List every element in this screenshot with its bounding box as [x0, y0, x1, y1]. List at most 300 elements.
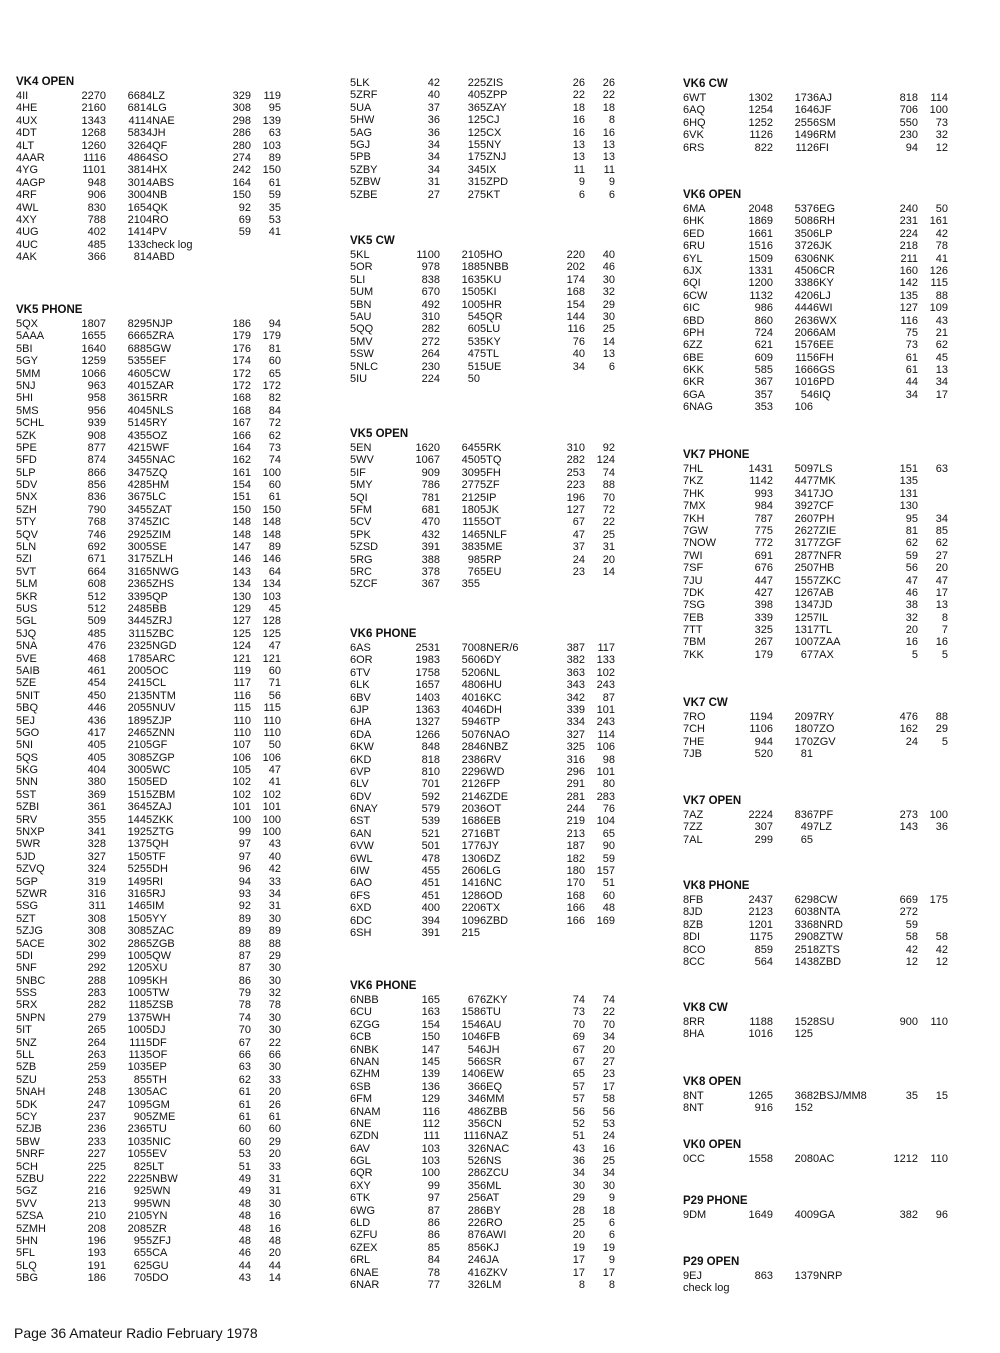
callsign-cell: 5ZAR: [146, 379, 175, 392]
table-row: [683, 290, 988, 302]
callsign-cell: 7JD: [813, 599, 833, 612]
table-row: [16, 975, 321, 987]
callsign-cell: 5MV: [350, 335, 373, 348]
section-title: VK0 OPEN: [683, 1139, 742, 1151]
callsign-cell: 7AX: [813, 648, 834, 661]
score-cell: 592: [421, 790, 440, 803]
score-cell: 104: [596, 815, 615, 828]
score-cell: 336: [794, 918, 813, 931]
score-cell: 46: [602, 261, 615, 274]
score-cell: 36: [467, 101, 480, 114]
score-cell: 34: [602, 1031, 615, 1044]
score-cell: 405: [87, 739, 106, 752]
table-row: [350, 877, 655, 889]
score-cell: 447: [794, 475, 813, 488]
score-cell: 61: [268, 1111, 281, 1123]
score-cell: 317: [127, 553, 146, 566]
score-cell: 12: [467, 114, 480, 127]
score-cell: 281: [566, 790, 585, 803]
score-cell: 150: [127, 776, 146, 789]
score-cell: 20: [572, 1229, 585, 1242]
score-cell: 61: [238, 1086, 251, 1099]
score-cell: 46: [238, 1247, 251, 1260]
score-cell: 380: [87, 776, 106, 789]
score-cell: 134: [232, 578, 251, 591]
table-row: [350, 704, 655, 716]
score-cell: 2437: [748, 894, 773, 906]
score-cell: 51: [602, 877, 615, 890]
score-cell: 20: [905, 624, 918, 637]
callsign-cell: 7RY: [813, 711, 835, 723]
score-cell: 59: [905, 918, 918, 931]
callsign-cell: 6FH: [813, 351, 834, 364]
callsign-cell: 5MM: [16, 367, 41, 380]
callsign-cell: [813, 834, 878, 846]
score-cell: 116: [422, 1105, 440, 1118]
score-cell: 329: [232, 90, 251, 102]
score-cell: 157: [794, 339, 813, 352]
callsign-cell: 5ZTG: [146, 826, 175, 839]
callsign-cell: 6LK: [350, 679, 370, 692]
callsign-cell: 5HI: [16, 392, 34, 405]
section-title: VK8 CW: [683, 1002, 728, 1014]
callsign-cell: 5ED: [146, 776, 168, 789]
callsign-cell: 5RP: [480, 553, 502, 566]
score-cell: 608: [87, 578, 106, 591]
score-cell: 154: [232, 479, 251, 492]
score-cell: 394: [421, 914, 440, 927]
score-cell: 44: [238, 1259, 251, 1272]
score-cell: 86: [427, 1217, 440, 1230]
score-cell: 128: [262, 615, 281, 628]
callsign-cell: 5BN: [350, 298, 372, 311]
callsign-cell: 6TU: [480, 1006, 501, 1019]
score-cell: 1252: [748, 116, 773, 129]
score-cell: 70: [602, 491, 615, 504]
score-cell: 1259: [81, 355, 106, 368]
score-cell: 45: [268, 602, 281, 615]
score-cell: 74: [238, 1011, 251, 1024]
table-row: [350, 791, 655, 803]
score-cell: [918, 919, 948, 931]
score-cell: 398: [754, 599, 773, 612]
score-cell: 22: [268, 1036, 281, 1049]
score-cell: 283: [596, 790, 615, 803]
score-cell: 58: [905, 931, 918, 944]
score-cell: 150: [461, 286, 480, 299]
score-cell: 133: [127, 238, 146, 251]
score-cell: 60: [238, 1123, 251, 1136]
table-row: [16, 442, 321, 454]
section: [683, 76, 988, 154]
table-row: [683, 401, 988, 413]
callsign-cell: 8SU: [813, 1016, 835, 1028]
score-cell: 282: [421, 323, 440, 336]
score-cell: 33: [268, 1160, 281, 1173]
callsign-cell: 6AN: [350, 827, 372, 840]
callsign-cell: 7HK: [683, 487, 705, 500]
score-cell: 550: [899, 116, 918, 129]
callsign-cell: 5LI: [350, 273, 366, 286]
score-cell: 227: [87, 1148, 106, 1161]
section: [683, 447, 988, 661]
callsign-cell: 8ZTS: [813, 943, 840, 956]
score-cell: 909: [421, 466, 440, 479]
section: [683, 793, 988, 846]
score-cell: 12: [935, 141, 948, 154]
score-cell: 450: [794, 264, 813, 277]
callsign-cell: 5UE: [480, 360, 502, 373]
score-cell: 311: [128, 627, 146, 640]
score-cell: 316: [127, 887, 146, 900]
callsign-cell: 5QP: [146, 590, 169, 603]
callsign-cell: 6SH: [350, 926, 372, 939]
score-cell: 8: [608, 114, 615, 127]
callsign-cell: 8ZBD: [813, 955, 842, 968]
score-cell: 43: [935, 314, 948, 327]
table-row: [16, 566, 321, 578]
score-cell: 146: [262, 553, 281, 566]
score-cell: 67: [238, 1036, 251, 1049]
score-cell: 508: [794, 215, 813, 228]
score-cell: 87: [238, 962, 251, 975]
table-row: [350, 1006, 655, 1018]
score-cell: 130: [899, 500, 918, 513]
score-cell: 316: [566, 753, 585, 766]
score-cell: 116: [900, 314, 918, 327]
score-cell: 48: [602, 902, 615, 915]
callsign-cell: 6ZZ: [683, 339, 703, 352]
score-cell: 164: [232, 176, 251, 189]
table-row: [350, 529, 655, 541]
callsign-cell: 5KU: [480, 273, 502, 286]
score-cell: 125: [794, 611, 813, 624]
score-cell: 848: [421, 741, 440, 754]
score-cell: 334: [566, 716, 585, 729]
score-cell: 73: [905, 339, 918, 352]
score-cell: 115: [462, 516, 480, 529]
score-cell: 455: [421, 865, 440, 878]
callsign-cell: 5ZU: [16, 1073, 37, 1086]
score-cell: 25: [602, 323, 615, 336]
callsign-cell: 7PH: [813, 512, 835, 525]
callsign-cell: 5GW: [146, 342, 172, 355]
score-cell: 26: [268, 1098, 281, 1111]
score-cell: 213: [127, 689, 146, 702]
score-cell: 59: [602, 852, 615, 865]
score-cell: 152: [794, 1102, 813, 1115]
callsign-cell: 6NAE: [350, 1266, 379, 1279]
callsign-cell: 5LU: [480, 323, 501, 336]
callsign-cell: 7AZ: [683, 809, 704, 821]
score-cell: 85: [427, 1241, 440, 1254]
score-cell: 178: [127, 652, 146, 665]
score-cell: 17: [935, 388, 948, 401]
callsign-cell: 5MY: [350, 479, 373, 492]
table-row: [350, 679, 655, 691]
score-cell: 143: [232, 565, 251, 578]
score-cell: 53: [602, 1117, 615, 1130]
score-cell: 231: [899, 215, 918, 228]
callsign-cell: 7IL: [813, 611, 829, 624]
score-cell: 87: [238, 949, 251, 962]
score-cell: 30: [268, 962, 281, 975]
score-cell: 296: [566, 765, 585, 778]
score-cell: 151: [899, 463, 918, 475]
callsign-cell: 6CR: [813, 264, 836, 277]
table-row: [350, 114, 655, 126]
score-cell: 42: [268, 863, 281, 876]
score-cell: 69: [238, 213, 251, 226]
score-cell: 139: [262, 114, 281, 127]
table-row: [350, 1205, 655, 1217]
score-cell: 42: [935, 227, 948, 240]
score-cell: 838: [421, 273, 440, 286]
section-title: VK7 OPEN: [683, 795, 742, 807]
score-cell: 47: [268, 764, 281, 777]
score-cell: [918, 748, 948, 760]
callsign-cell: 6ZKV: [480, 1266, 508, 1279]
score-cell: 137: [127, 838, 146, 851]
callsign-cell: 8NER/6: [480, 642, 519, 654]
score-cell: 5: [911, 648, 918, 661]
score-cell: 1016: [748, 1028, 773, 1041]
callsign-cell: 5CH: [16, 1160, 39, 1173]
callsign-cell: [480, 373, 545, 385]
table-row: [683, 129, 988, 141]
score-cell: 51: [572, 1130, 585, 1143]
callsign-cell: 7JO: [813, 487, 834, 500]
table-row: [16, 368, 321, 380]
table-row: [16, 702, 321, 714]
section-title: P29 OPEN: [683, 1256, 740, 1268]
score-cell: 163: [461, 273, 480, 286]
score-cell: 24: [905, 735, 918, 748]
score-cell: 86: [238, 974, 251, 987]
score-cell: 274: [232, 151, 251, 164]
score-cell: 74: [602, 466, 615, 479]
section-title: VK4 OPEN: [16, 76, 75, 88]
section: [683, 1193, 988, 1221]
score-cell: 42: [905, 943, 918, 956]
score-cell: 243: [596, 679, 615, 692]
callsign-cell: 6WX: [813, 314, 837, 327]
score-cell: 168: [566, 889, 585, 902]
score-cell: 963: [87, 379, 106, 392]
score-cell: 367: [421, 578, 440, 591]
score-cell: 135: [899, 289, 918, 302]
table-row: [350, 578, 655, 590]
callsign-cell: 6IW: [350, 865, 370, 878]
table-row: [683, 944, 988, 956]
score-cell: 60: [268, 355, 281, 368]
callsign-cell: 5ZBU: [16, 1172, 45, 1185]
callsign-cell: 6EG: [813, 203, 836, 215]
score-cell: 41: [268, 776, 281, 789]
score-cell: 134: [262, 578, 281, 591]
callsign-cell: 5FH: [480, 466, 501, 479]
score-cell: 31: [268, 900, 281, 913]
score-cell: 63: [238, 1061, 251, 1074]
callsign-cell: 5GJ: [350, 138, 371, 151]
score-cell: 74: [602, 994, 615, 1006]
score-cell: 421: [127, 441, 146, 454]
score-cell: 110: [233, 714, 251, 727]
table-row: [16, 851, 321, 863]
score-cell: 116: [567, 323, 585, 336]
score-cell: 97: [238, 838, 251, 851]
score-cell: 117: [233, 677, 251, 690]
table-row: [350, 249, 655, 261]
table-row: [16, 177, 321, 189]
callsign-cell: 4WL: [16, 201, 39, 214]
score-cell: 25: [467, 1192, 480, 1205]
score-cell: 299: [754, 833, 773, 846]
table-row: [16, 962, 321, 974]
score-cell: 76: [572, 335, 585, 348]
score-cell: 30: [268, 1197, 281, 1210]
callsign-cell: 5NPN: [16, 1011, 46, 1024]
score-cell: 9: [608, 1254, 615, 1267]
score-cell: 43: [238, 1272, 251, 1285]
callsign-cell: 6JF: [813, 104, 832, 117]
score-cell: 14: [602, 335, 615, 348]
score-cell: 170: [794, 735, 813, 748]
score-cell: 8: [578, 1278, 585, 1291]
score-cell: 96: [238, 863, 251, 876]
callsign-cell: 5NIC: [146, 1135, 172, 1148]
callsign-cell: 6CN: [480, 1117, 503, 1130]
score-cell: 1116: [83, 151, 106, 164]
table-row: [16, 1074, 321, 1086]
score-cell: 107: [232, 739, 251, 752]
callsign-cell: 6JX: [683, 264, 702, 277]
callsign-cell: 5ZGP: [146, 751, 175, 764]
score-cell: 49: [238, 1185, 251, 1198]
score-cell: 279: [87, 1011, 106, 1024]
score-cell: 476: [87, 640, 106, 653]
callsign-cell: 5LK: [350, 77, 370, 89]
score-cell: 41: [935, 252, 948, 265]
callsign-cell: 6NBZ: [480, 741, 509, 754]
callsign-cell: 5ZT: [16, 912, 36, 925]
callsign-cell: 5NY: [480, 138, 502, 151]
score-cell: 300: [127, 189, 146, 202]
callsign-cell: 6LP: [813, 227, 833, 240]
score-cell: 115: [795, 351, 813, 364]
score-cell: 60: [268, 479, 281, 492]
score-cell: 97: [238, 850, 251, 863]
score-cell: 111: [129, 1036, 146, 1049]
score-cell: 88: [268, 937, 281, 950]
callsign-cell: 5DH: [146, 863, 169, 876]
score-cell: 121: [262, 652, 281, 665]
score-cell: 24: [602, 1130, 615, 1143]
score-cell: 307: [754, 821, 773, 834]
score-cell: 81: [268, 342, 281, 355]
callsign-cell: 8NT: [683, 1090, 704, 1102]
table-row: [683, 302, 988, 314]
callsign-cell: 6EW: [480, 1068, 504, 1081]
score-cell: [878, 1102, 918, 1114]
score-cell: 1807: [81, 318, 106, 330]
score-cell: 16: [572, 126, 585, 139]
callsign-cell: 5EP: [146, 1061, 167, 1074]
table-row: [16, 1037, 321, 1049]
score-cell: 130: [461, 852, 480, 865]
callsign-cell: 5FM: [350, 503, 372, 516]
score-cell: 476: [899, 711, 918, 723]
callsign-cell: 5NJP: [146, 318, 173, 330]
table-row: [683, 612, 988, 624]
score-cell: 2160: [81, 102, 106, 115]
section: [683, 1137, 988, 1165]
callsign-cell: 6FM: [350, 1093, 372, 1106]
section: [350, 77, 655, 201]
callsign-cell: 6MA: [683, 203, 706, 215]
score-cell: 470: [421, 516, 440, 529]
score-cell: 85: [467, 1241, 480, 1254]
callsign-cell: 5ZJP: [146, 714, 172, 727]
callsign-cell: 6KD: [350, 753, 372, 766]
table-row: [350, 1044, 655, 1056]
score-cell: 110: [263, 714, 281, 727]
callsign-cell: [480, 578, 545, 590]
callsign-cell: 6RM: [813, 129, 837, 142]
table-row: [683, 1209, 988, 1221]
table-row: [350, 77, 655, 89]
score-cell: 18: [602, 1204, 615, 1217]
table-row: [350, 1254, 655, 1266]
score-cell: [918, 1102, 948, 1114]
score-cell: 450: [461, 454, 480, 467]
score-cell: 400: [794, 1209, 813, 1221]
score-cell: 341: [794, 487, 813, 500]
callsign-cell: 6LM: [480, 1278, 502, 1291]
score-cell: 124: [232, 640, 251, 653]
score-cell: 23: [602, 1068, 615, 1081]
callsign-cell: 5KR: [16, 590, 38, 603]
score-cell: 100: [929, 809, 948, 821]
score-cell: 836: [794, 809, 813, 821]
table-row: [350, 1031, 655, 1043]
callsign-cell: 6ZDE: [480, 790, 509, 803]
score-cell: 22: [602, 1006, 615, 1019]
score-cell: 454: [87, 677, 106, 690]
score-cell: 166: [566, 914, 585, 927]
callsign-cell: 5QR: [480, 310, 503, 323]
score-cell: 51: [238, 1160, 251, 1173]
table-row: [350, 361, 655, 373]
score-cell: 311: [88, 900, 106, 913]
callsign-cell: 5EJ: [16, 714, 35, 727]
score-cell: 151: [127, 788, 146, 801]
table-row: [350, 915, 655, 927]
score-cell: 203: [461, 803, 480, 816]
score-cell: 830: [87, 201, 106, 214]
score-cell: 630: [794, 252, 813, 265]
score-cell: 57: [572, 1080, 585, 1093]
callsign-cell: 6DY: [480, 654, 502, 667]
callsign-cell: 5SG: [16, 900, 39, 913]
score-cell: 244: [566, 803, 585, 816]
score-cell: 147: [232, 541, 251, 554]
table-row: [683, 748, 988, 760]
table-row: [16, 392, 321, 404]
callsign-cell: 5VE: [16, 652, 37, 665]
score-cell: 40: [268, 850, 281, 863]
callsign-cell: 6JA: [480, 1254, 499, 1267]
